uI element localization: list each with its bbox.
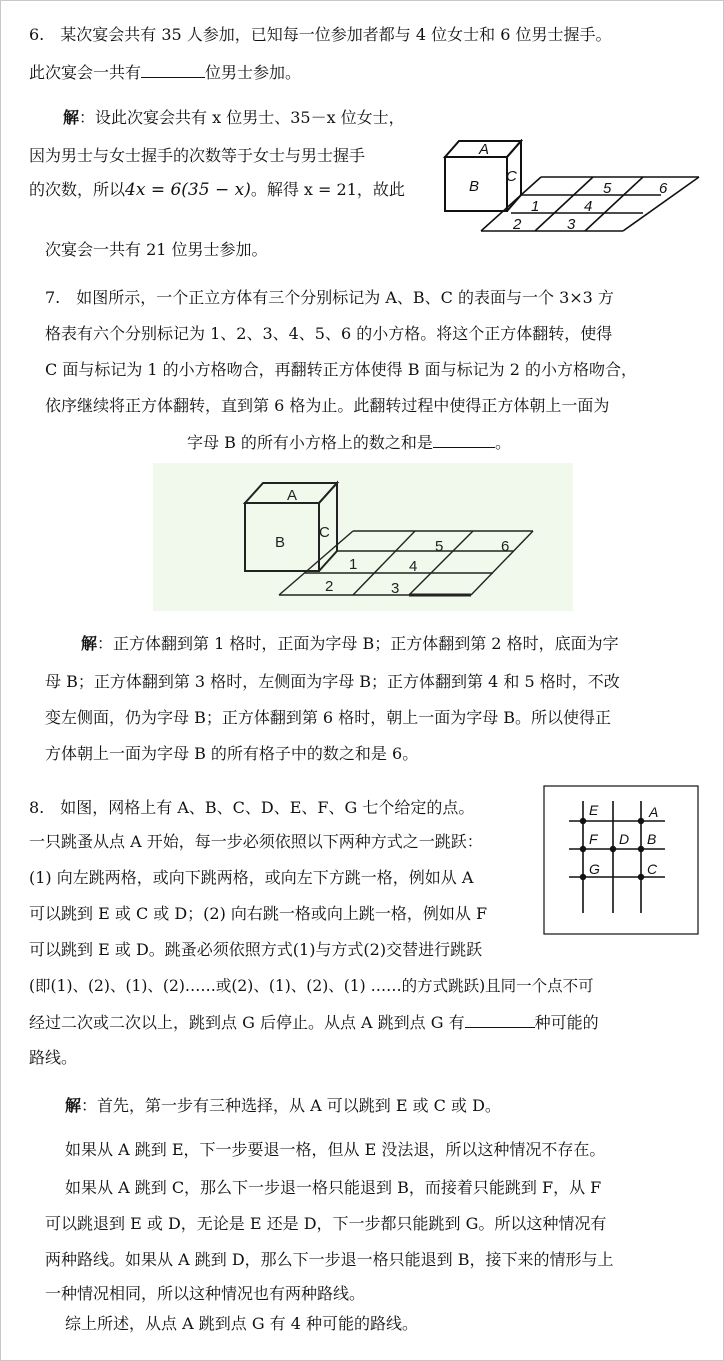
q8-solution-text-1: ：首先，第一步有三种选择，从 A 可以跳到 E 或 C 或 D。 [81,1096,501,1115]
grid-point-a: A [649,804,659,820]
q6-text-line-2 [29,61,301,84]
q8-solution-line-2: 如果从 A 跳到 E，下一步要退一格，但从 E 没法退，所以这种情况不存在。 [65,1140,606,1159]
q7-solution-text-1: ：正方体翻到第 1 格时，正面为字母 B；正方体翻到第 2 格时，底面为字 [97,634,619,653]
q8-answer-blank [465,1011,535,1028]
cube-grid-figure-large [153,463,573,611]
large-cell-6: 6 [501,538,510,555]
q6-text-line-2b: 位男士参加。 [205,63,302,82]
small-cell-2: 2 [513,216,522,233]
q8-text-line-7b: 种可能的 [534,1013,599,1032]
grid-point-g: G [589,861,600,877]
q6-text-line-1: 6. 某次宴会共有 35 人参加，已知每一位参加者都与 4 位女士和 6 位男士握手。 [29,25,612,44]
small-face-b-label: B [469,178,480,195]
q6-solution-line-4: 次宴会一共有 21 位男士参加。 [45,240,268,259]
large-face-b-label: B [275,534,286,551]
q6-equation: 4x = 6(35 − x) [125,180,251,200]
q8-text-line-3: (1) 向左跳两格，或向下跳两格，或向左下方跳一格，例如从 A [29,868,474,887]
q8-solution-line-3: 如果从 A 跳到 C，那么下一步退一格只能退到 B，而接着只能跳到 F，从 F [65,1178,602,1197]
q8-solution-line-5: 两种路线。如果从 A 跳到 D，那么下一步退一格只能退到 B，接下来的情形与上 [45,1250,614,1269]
grid-point-d: D [619,831,630,847]
q8-text-line-5: 可以跳到 E 或 D。跳蚤必须依照方式(1)与方式(2)交替进行跳跃 [29,940,483,959]
small-cell-1: 1 [531,198,540,215]
q7-solution-line-1 [81,633,619,655]
q7-solution-label: 解 [81,634,98,653]
q8-text-line-7 [29,1011,599,1034]
q8-solution-line-7: 综上所述，从点 A 跳到点 G 有 4 种可能的路线。 [65,1314,419,1333]
q7-text-line-5a: 字母 B 的所有小方格上的数之和是 [187,433,433,452]
small-cell-6: 6 [659,180,668,197]
q7-text-line-2: 格表有六个分别标记为 1、2、3、4、5、6 的小方格。将这个正方体翻转，使得 [45,324,613,343]
q7-solution-line-2: 母 B；正方体翻到第 3 格时，左侧面为字母 B；正方体翻到第 4 和 5 格时，不改 [45,672,620,691]
cube-grid-figure-small [441,139,703,239]
point-grid-figure [543,785,699,935]
large-cell-2: 2 [325,578,334,595]
q8-solution-label: 解 [65,1096,82,1115]
small-cell-5: 5 [603,180,612,197]
grid-point-f: F [589,831,598,847]
q8-solution-line-1 [65,1095,501,1117]
q7-text-line-3: C 面与标记为 1 的小方格吻合，再翻转正方体使得 B 面与标记为 2 的小方格吻合， [45,360,637,379]
q6-solution-line-3 [29,179,405,201]
q6-solution-line-1 [63,107,405,129]
q7-text-line-5 [187,431,511,454]
grid-point-c: C [647,861,658,877]
q6-solution-text-1: ：设此次宴会共有 x 位男士、35－x 位女士， [79,108,405,127]
q7-answer-blank [433,431,495,448]
q7-text-line-1: 7. 如图所示，一个正立方体有三个分别标记为 A、B、C 的表面与一个 3×3 方 [45,288,614,307]
q7-solution-line-4: 方体朝上一面为字母 B 的所有格子中的数之和是 6。 [45,744,419,763]
large-face-c-label: C [319,524,330,541]
q8-text-line-8: 路线。 [29,1048,78,1067]
small-face-c-label: C [506,168,517,185]
q8-text-line-4: 可以跳到 E 或 C 或 D；(2) 向右跳一格或向上跳一格，例如从 F [29,904,488,923]
large-cell-3: 3 [391,580,400,597]
q7-text-line-5b: 。 [494,433,511,452]
q6-answer-blank [141,61,205,78]
large-cell-4: 4 [409,558,418,575]
small-cell-4: 4 [584,198,593,215]
small-face-a-label: A [479,141,490,158]
q6-solution-text-3b: 。解得 x = 21，故此 [250,180,405,199]
q8-solution-line-6: 一种情况相同，所以这种情况也有两种路线。 [45,1284,366,1303]
large-face-a-label: A [287,487,298,504]
q6-solution-text-3a: 的次数，所以 [29,180,126,199]
large-cell-1: 1 [349,556,358,573]
grid-point-b: B [647,831,657,847]
small-cell-3: 3 [567,216,576,233]
q6-solution-line-2: 因为男士与女士握手的次数等于女士与男士握手 [29,146,366,165]
q7-solution-line-3: 变左侧面，仍为字母 B；正方体翻到第 6 格时，朝上一面为字母 B。所以使得正 [45,708,612,727]
q8-text-line-1: 8. 如图，网格上有 A、B、C、D、E、F、G 七个给定的点。 [29,798,475,817]
q8-text-line-6: (即(1)、(2)、(1)、(2)……或(2)、(1)、(2)、(1) ……的方式跳跃)且同一个点不可 [29,977,594,995]
q8-text-line-2: 一只跳蚤从点 A 开始，每一步必须依照以下两种方式之一跳跃： [29,832,483,851]
grid-point-e: E [589,802,599,818]
q7-text-line-4: 依序继续将正方体翻转，直到第 6 格为止。此翻转过程中使得正方体朝上一面为 [45,396,610,415]
q6-text-line-2a: 此次宴会一共有 [29,63,142,82]
q6-solution-label: 解 [63,108,80,127]
q8-text-line-7a: 经过二次或二次以上，跳到点 G 后停止。从点 A 跳到点 G 有 [29,1013,465,1032]
q8-solution-line-4: 可以跳退到 E 或 D，无论是 E 还是 D，下一步都只能跳到 G。所以这种情况有 [45,1214,607,1233]
large-cell-5: 5 [435,538,444,555]
